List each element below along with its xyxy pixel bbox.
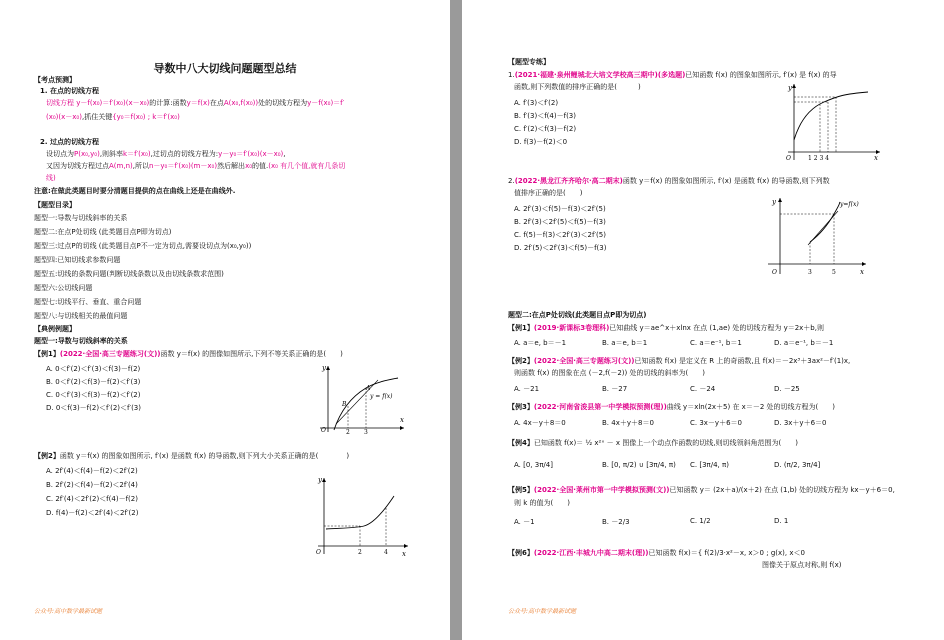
origin-label: O [316,549,321,556]
kaodian-2-line2 [46,162,345,171]
option-c: C. 3x－y＋6＝0 [690,419,742,427]
option-d: D. 2f′(5)＜2f′(3)＜f(5)－f(3) [514,244,607,252]
text: y＝f(x) [186,99,210,107]
y-label: y [318,476,322,484]
option-c: C. [3π/4, π) [690,461,729,469]
footer: 公众号:高中数学最新试题 [508,608,577,615]
kaodian-2-line3: 线) [46,174,56,182]
text: 函数 y＝f(x) 的图象如图所示, f′(x) 是函数 f(x) 的导函数,则下列数 [622,177,830,185]
text: 在点 [209,99,224,107]
text: y－f(x₀)＝f′ [307,99,345,107]
option-c: C. f(5)－f(3)＜2f′(3)＜2f′(5) [514,231,606,239]
text: 2. [508,177,515,185]
text: 【例6】 [508,549,534,557]
x-axis-arrow [862,262,866,266]
text: (2022·河南省浚县第一中学模拟预测(理)) [533,403,667,411]
text: (2022·全国·高三专题练习(文)) [59,350,161,358]
text: (2022·黑龙江齐齐哈尔·高二期末) [514,177,623,185]
option-a: A. a＝e, b＝－1 [514,339,567,347]
text: n－y₀＝f′(x₀)(m－x₀) [148,162,218,170]
kaodian-1-heading: 1. 在点的切线方程 [40,87,99,95]
text: 已知函数 f(x) 是定义在 R 上的奇函数,且 f(x)＝－2x³＋3ax²－f′(1)x, [634,357,851,365]
mulu-item: 题型三:过点P的切线 (此类题目点P不一定为切点,需要设切点为(x₀,y₀)) [34,242,252,250]
secant-line [808,211,838,245]
text: 然后解出 [217,162,246,170]
option-b: B. [0, π/2) ∪ [3π/4, π) [602,461,676,469]
text: 已知曲线 y＝ae^x＋xlnx 在点 (1,ae) 处的切线方程为 y＝2x＋b,则 [609,324,824,332]
text: y－y₀＝f′(x₀)(x－x₀) [218,150,284,158]
text: 的计算:函数 [149,99,187,107]
graph-practice-2 [762,194,872,276]
x-axis-arrow [400,426,404,430]
curve [810,202,840,242]
tick-label: 3 [808,269,812,276]
option-d: D. 3x＋y＋6＝0 [774,419,827,427]
origin-label: O [321,427,326,434]
y-label: y [788,84,792,92]
option-d: D. (π/2, 3π/4] [774,461,821,469]
y-label: y [772,198,776,206]
text: A(x₀,f(x₀)) [223,99,259,107]
page-title: 导数中八大切线问题题型总结 [153,62,297,75]
y-axis-arrow [326,366,330,370]
y-axis-arrow [792,84,796,88]
example-1-question [34,350,343,359]
option-b: B. 2f′(2)＜f(4)－f(2)＜2f′(4) [46,481,138,489]
text: 【例4】 [508,439,534,447]
example-2-question-2: 则函数 f(x) 的图象在点 (－2,f(－2)) 处的切线的斜率为( ) [514,369,705,377]
text: k＝f′(x₀) [123,150,151,158]
option-c: C. 2f′(4)＜2f′(2)＜f(4)－f(2) [46,495,138,503]
text: 又因为切线方程过点 [46,162,109,170]
example-6-question [508,549,805,558]
page-right [462,0,944,640]
graph-practice-1 [784,80,884,162]
y-label: y [322,364,326,372]
text: (2022·江西·丰城九中高二期末(理)) [533,549,649,557]
option-d: D. 1 [774,517,789,525]
section-lixi: 【典例例题】 [34,325,76,333]
x-label: x [400,416,404,424]
option-c: C. －24 [690,385,716,393]
example-5-question-2: 则 k 的值为( ) [514,499,570,507]
text: 【例2】 [34,452,60,460]
section-zhuanlian: 【题型专练】 [508,58,550,66]
x-label: x [860,268,864,276]
option-a: A. f′(3)＜f′(2) [514,99,559,107]
text: , [283,150,286,158]
text: 设切点为 [46,150,74,158]
text: (2021·福建·泉州鲤城北大培文学校高三期中)(多选题) [514,71,686,79]
text: 【例3】 [508,403,534,411]
example-6-question-2: 图像关于原点对称,则 f(x) [762,561,842,569]
option-c: C. 0＜f′(3)＜f(3)－f(2)＜f′(2) [46,391,141,399]
option-b: B. f′(3)＜f(4)－f(3) [514,112,576,120]
tick-labels: 1 2 3 4 [808,155,829,162]
graph-example-1 [308,362,408,434]
kaodian-2-line1 [46,150,286,159]
x-axis-arrow [404,544,408,548]
tick-label: 5 [832,269,836,276]
text: 切线方程 y－f(x₀)＝f′(x₀)(x－x₀) [46,99,150,107]
kaodian-1-line2 [46,113,180,122]
mulu-item: 题型二:在点P处切线 (此类题目点P即为切点) [34,228,172,236]
y-axis-arrow [778,198,782,202]
text: (2019·新课标3卷理科) [533,324,610,332]
example-3-question [508,403,835,412]
text: 已知函数 f(x)＝ ½ x²ˣ － x 图像上一个动点作函数的切线,则切线领斜角范围为( ) [533,439,798,447]
mulu-item: 题型四:已知切线求参数问题 [34,256,121,264]
tixing-2-heading: 题型二:在点P处切线(此类题目点P即为切点) [508,311,647,319]
text: 【例1】 [34,350,60,358]
option-c: C. a＝e⁻¹, b＝1 [690,339,742,347]
text: (2022·全国·莱州市第一中学模拟预测(文)) [533,486,670,494]
tick-label: 2 [346,429,350,434]
option-c: C. 1/2 [690,517,711,525]
mulu-item: 题型五:切线的条数问题(判断切线条数以及由切线条数求范围) [34,270,224,278]
example-2-question [508,357,850,366]
text: ,过切点的切线方程为: [150,150,219,158]
page-left [0,0,450,640]
text: ,抓住关键 [81,113,113,121]
practice-1-question [508,71,837,80]
y-axis-arrow [322,478,326,482]
x-label: x [874,154,878,162]
mulu-item: 题型一:导数与切线斜率的关系 [34,214,128,222]
origin-label: O [772,269,777,276]
text: 已知函数 f(x) 的图象如图所示, f′(x) 是 f(x) 的导 [685,71,837,79]
text: 【例1】 [508,324,534,332]
option-d: D. －25 [774,385,800,393]
option-a: A. 2f′(3)＜f(5)－f(3)＜2f′(5) [514,205,606,213]
option-a: A. 0＜f′(2)＜f′(3)＜f(3)－f(2) [46,365,141,373]
graph-example-2 [312,474,412,558]
practice-2-question [508,177,830,186]
option-d: D. a＝e⁻¹, b＝－1 [774,339,834,347]
text: ,所以 [132,162,149,170]
text: (x₀)(x－x₀) [46,113,82,121]
option-a: A. －21 [514,385,540,393]
section-kaodian: 【考点预测】 [34,76,76,84]
text: P(x₀,y₀) [74,150,100,158]
text: {y₀＝f(x₀) ; k＝f′(x₀) [112,113,180,121]
text: 【例2】 [508,357,534,365]
option-d: D. 0＜f(3)－f(2)＜f′(2)＜f′(3) [46,404,141,412]
option-a: A. －1 [514,518,535,526]
option-b: B. －27 [602,385,628,393]
option-d: D. f(4)－f(2)＜2f′(4)＜2f′(2) [46,509,139,517]
curve-label: y = f(x) [370,393,393,400]
mulu-item: 题型六:公切线问题 [34,284,93,292]
option-b: B. 4x＋y＋8＝0 [602,419,654,427]
kaodian-1-line1 [46,99,344,108]
section-mulu: 【题型目录】 [34,201,76,209]
option-b: B. －2/3 [602,518,630,526]
example-4-question [508,439,798,448]
example-5-question [508,486,895,495]
text: 已知函数 f(x)＝{ f(2)/3·x²－x, x＞0 ; g(x), x＜0 [648,549,805,557]
origin-label: O [786,155,791,162]
text: 已知函数 y＝ (2x＋a)/(x＋2) 在点 (1,b) 处的切线方程为 kx－y＋6＝0, [669,486,895,494]
option-a: A. 4x－y＋8＝0 [514,419,566,427]
option-b: B. 0＜f′(2)＜f(3)－f(2)＜f′(3) [46,378,141,386]
tick-label: 4 [384,549,388,556]
curve [326,496,394,529]
mulu-item: 题型八:与切线相关的最值问题 [34,312,128,320]
option-a: A. [0, 3π/4] [514,461,553,469]
example-1-question [508,324,824,333]
text: (2022·全国·高三专题练习(文)) [533,357,635,365]
x-label: x [402,550,406,558]
point-a-label: A [366,385,371,392]
text: x₀ [245,162,253,170]
tixing-1-heading: 题型一:导数与切线斜率的关系 [34,337,128,345]
text: 处的切线方程为 [258,99,308,107]
option-b: B. 2f′(3)＜2f′(5)＜f(5)－f(3) [514,218,606,226]
tick-label: 2 [358,549,362,556]
text: (x₀ 有几个值,就有几条切 [268,162,346,170]
kaodian-2-heading: 2. 过点的切线方程 [40,138,99,146]
text: 1. [508,71,515,79]
tick-label: 3 [364,429,368,434]
mulu-item: 题型七:切线平行、垂直、重合问题 [34,298,142,306]
option-d: D. f(3)－f(2)＜0 [514,138,568,146]
point-b-label: B [342,401,347,408]
curve [794,92,868,140]
text: A(m,n) [109,162,133,170]
text: 曲线 y＝xln(2x＋5) 在 x＝－2 处的切线方程为( ) [666,403,835,411]
text: 的值. [252,162,269,170]
option-b: B. a＝e, b＝1 [602,339,648,347]
curve-label: y=f(x) [840,201,859,208]
option-a: A. 2f′(4)＜f(4)－f(2)＜2f′(2) [46,467,138,475]
practice-1-question-2: 函数,则下列数值的排序正确的是( ) [514,83,641,91]
note: 注意:在做此类题目时要分清题目提供的点在曲线上还是在曲线外. [34,187,236,195]
text: 【例5】 [508,486,534,494]
footer: 公众号:高中数学最新试题 [34,608,103,615]
text: ,则斜率 [99,150,124,158]
option-c: C. f′(2)＜f(3)－f(2) [514,125,577,133]
text: 函数 y＝f(x) 的图象如图所示, f′(x) 是函数 f(x) 的导函数,则下列大小关系正确的是( ) [59,452,350,460]
text: 函数 y＝f(x) 的图像如图所示,下列不等关系正确的是( ) [160,350,343,358]
practice-2-question-2: 值排序正确的是( ) [514,189,583,197]
example-2-question [34,452,349,461]
